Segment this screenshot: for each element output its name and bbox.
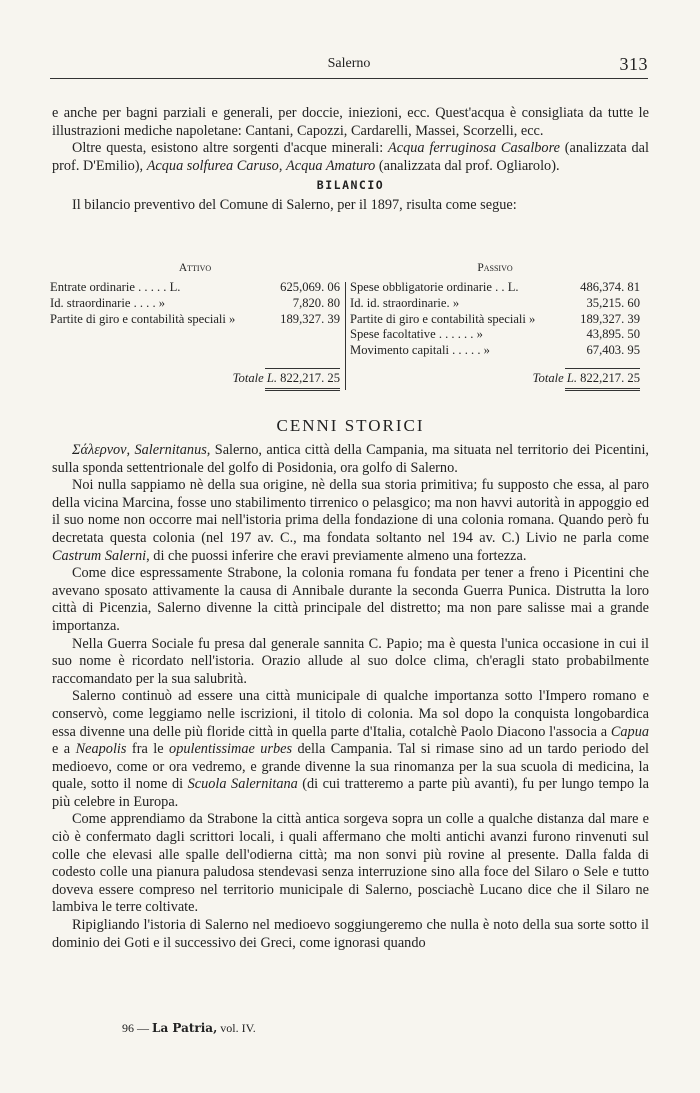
paragraph-origin: Σάλερνον, Salernitanus, Salerno, antica città della Campania, ma situata nel territorio dei Picentini, sulla sponda settentrionale del golfo di Posidonia, ora golfo di Salerno. bbox=[52, 442, 649, 476]
cenni-storici-block bbox=[52, 442, 649, 952]
section-title: CENNI STORICI bbox=[276, 416, 425, 435]
passivo-row-amount: 43,895. 50 bbox=[586, 327, 640, 342]
passivo-row-label: Spese obbligatorie ordinarie . . L. bbox=[350, 280, 519, 294]
passivo-row bbox=[350, 327, 640, 343]
page-number: 313 bbox=[619, 54, 648, 74]
attivo-row bbox=[50, 296, 340, 312]
column-divider bbox=[345, 282, 346, 390]
paragraph-medioevo: Ripigliando l'istoria di Salerno nel medioevo soggiungeremo che nulla è noto della sua sorte sotto il dominio dei Goti e il successivo dei Greci, come ignorasi quando bbox=[52, 917, 649, 951]
passivo-total-underline bbox=[565, 388, 640, 391]
passivo-row bbox=[350, 296, 640, 312]
passivo-total-block bbox=[350, 368, 640, 390]
bilancio-intro: Il bilancio preventivo del Comune di Salerno, per il 1897, risulta come segue: bbox=[72, 196, 517, 213]
attivo-row bbox=[50, 312, 340, 328]
header-title: Salerno bbox=[327, 56, 371, 71]
passivo-column bbox=[350, 262, 640, 359]
attivo-row-amount: 625,069. 06 bbox=[280, 280, 340, 294]
paragraph-impero: Salerno continuò ad essere una città municipale di qualche importanza sotto l'Impero romano e conservò, come leggiamo nelle iscrizioni, il titolo di colonia. Ma sol dopo la conquista longobardica essa divenne una delle più floride città in quella parte d'Italia, cotalchè Paolo Diacono l'associa a Capua e a Neapolis fra le opulentissimae urbes della Campania. Tal si rimase sino ad un tardo periodo del medioevo, come or ora vedremo, e grande divenne la sua rinomanza per la sua scuola di medicina, la quale, sotto il nome di Scuola Salernitana (di cui tratteremo a parte più avanti), fu per lungo tempo la più celebre in Europa. bbox=[52, 688, 650, 810]
attivo-total: Totale L. 822,217. 25 bbox=[232, 371, 340, 385]
intro-block bbox=[52, 105, 649, 215]
passivo-total-rule bbox=[565, 368, 640, 369]
attivo-column bbox=[50, 262, 340, 327]
passivo-rows bbox=[350, 280, 640, 359]
attivo-total-underline bbox=[265, 388, 340, 391]
attivo-row-amount: 189,327. 39 bbox=[280, 311, 340, 326]
passivo-heading: Passivo bbox=[477, 262, 513, 274]
passivo-row-amount: 189,327. 39 bbox=[580, 311, 640, 326]
running-header bbox=[50, 56, 648, 79]
paragraph-guerra-sociale: Nella Guerra Sociale fu presa dal generale sannita C. Papio; ma è questa l'unica occasione in cui il suo nome è ricordato nell'istoria. Orazio allude al suo dolce clima, ch'eragli stato probabilmente raccomandato per la sua salubrità. bbox=[52, 635, 649, 687]
attivo-rows bbox=[50, 280, 340, 327]
passivo-row-label: Id. id. straordinarie. » bbox=[350, 295, 460, 310]
passivo-row-label: Spese facoltative . . . . . . » bbox=[350, 327, 483, 342]
attivo-heading: Attivo bbox=[178, 262, 212, 274]
bilancio-title: BILANCIO bbox=[316, 178, 385, 193]
attivo-row-label: Entrate ordinarie . . . . . L. bbox=[50, 280, 181, 294]
paragraph-colony: Noi nulla sappiamo nè della sua origine, nè della sua storia primitiva; fu supposto che essa, al paro della vicina Marcina, fosse uno stabilimento tirrenico o pelasgico; ma non havvi autorità in appoggio ed il suo nome non occorre mai nell'istoria prima della fondazione di una colonia romana. Quando però fu decretata questa colonia (nel 197 av. C., ma fondata soltanto nel 194 av. C.) Livio ne parla come Castrum Salerni, di che puossi inferire che eravi previamente almeno una fortezza. bbox=[52, 477, 649, 564]
passivo-row-amount: 35,215. 60 bbox=[586, 295, 640, 310]
passivo-total: Totale L. 822,217. 25 bbox=[532, 371, 640, 385]
passivo-row bbox=[350, 312, 640, 328]
budget-table bbox=[50, 262, 650, 392]
attivo-row bbox=[50, 280, 340, 296]
attivo-row-label: Partite di giro e contabilità speciali » bbox=[50, 311, 236, 326]
passivo-row-label: Partite di giro e contabilità speciali » bbox=[350, 311, 536, 326]
footer-signature: 96 — La Patria, vol. IV. bbox=[122, 1021, 256, 1035]
passivo-row-label: Movimento capitali . . . . . » bbox=[350, 343, 490, 358]
intro-paragraph-2: Oltre questa, esistono altre sorgenti d'acque minerali: Acqua ferruginosa Casalbore (analizzata dal prof. D'Emilio), Acqua solfurea Caruso, Acqua Amaturo (analizzata dal prof. Ogliarolo). bbox=[52, 140, 649, 174]
attivo-total-block bbox=[50, 368, 340, 390]
passivo-row-amount: 67,403. 95 bbox=[586, 343, 640, 358]
attivo-total-rule bbox=[265, 368, 340, 369]
magazine-name: La Patria, bbox=[152, 1021, 218, 1035]
attivo-row-amount: 7,820. 80 bbox=[292, 295, 340, 310]
passivo-row bbox=[350, 343, 640, 359]
intro-paragraph-1: e anche per bagni parziali e generali, per doccie, iniezioni, ecc. Quest'acqua è consigliata da tutte le illustrazioni mediche napoletane: Cantani, Capozzi, Cardarelli, Massei, Scorzelli, ecc. bbox=[52, 105, 649, 139]
paragraph-strabone: Come dice espressamente Strabone, la colonia romana fu fondata per tener a freno i Picentini che avevano sposato attivamente la causa di Annibale durante la seconda Guerra Punica. Distrutta la loro città di Picenzia, Salerno divenne la città principale del distretto; ma non pare salisse mai a grande importanza. bbox=[52, 565, 649, 634]
attivo-row-label: Id. straordinarie . . . . » bbox=[50, 295, 166, 310]
passivo-row bbox=[350, 280, 640, 296]
paragraph-colle: Come apprendiamo da Strabone la città antica sorgeva sopra un colle a qualche distanza dal mare e ciò è confermato dagli scrittori locali, i quali affermano che molti antichi avanzi furono rinvenuti sul colle che elevasi alle spalle dell'odierna città; ma non sonvi più rovine al presente. Dalla falda di codesto colle una pianura paludosa stendevasi senza interruzione sino alla foce del Silaro o Sele e tutto doveva essere compreso nel territorio municipale di Salerno, posciachè Lucano dice che il Silaro ne lambiva le terre coltivate. bbox=[52, 811, 649, 916]
passivo-row-amount: 486,374. 81 bbox=[580, 280, 640, 294]
